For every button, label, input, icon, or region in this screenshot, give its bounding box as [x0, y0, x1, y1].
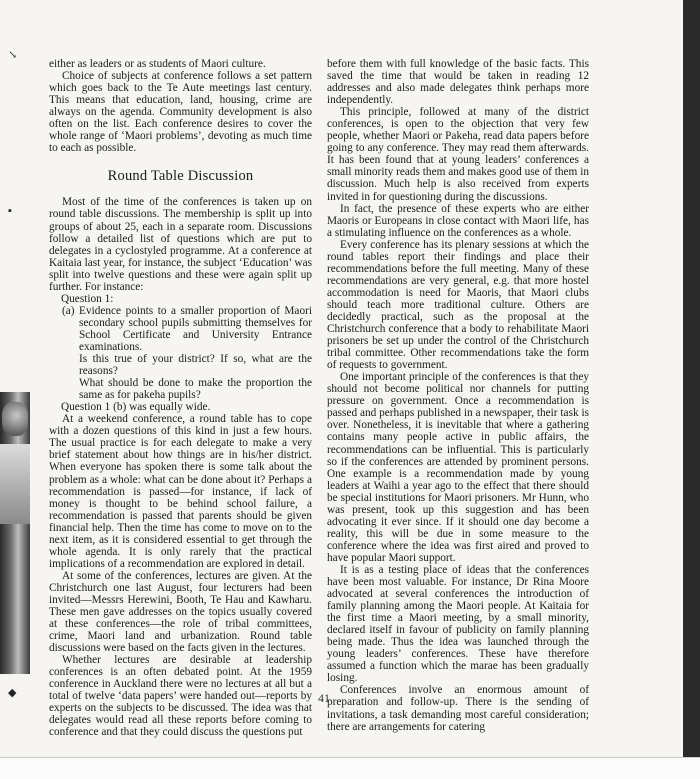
right-text-column: [327, 58, 589, 733]
paragraph: Conferences involve an enormous amount of preparation and follow-up. There is the sending of invitations, a task demanding most careful consideration; there are arrangements for catering: [327, 684, 589, 733]
question-item: (a) Evidence points to a smaller proportion of Maori secondary school pupils submitting themselves for School Certificate and University Entrance examinations.: [62, 304, 312, 353]
margin-mark: ◆: [8, 687, 17, 699]
margin-mark: ↘: [8, 49, 18, 61]
section-heading: Round Table Discussion: [107, 168, 254, 185]
paragraph: before them with full knowledge of the basic facts. This saved the time that would be taken in reading 12 addresses and also made delegates think perhaps more independently.: [327, 58, 589, 107]
question-item: Is this true of your district? If so, what are the reasons?: [79, 353, 312, 378]
question-label: Question 1:: [61, 292, 114, 305]
question-item: What should be done to make the proportion the same as for pakeha pupils?: [79, 377, 312, 402]
margin-mark: ▪: [8, 205, 12, 217]
left-text-column: [49, 58, 312, 739]
paragraph: It is as a testing place of ideas that the conferences have been most valuable. For instance, Dr Rina Moore advocated at several conferences the introduction of family planning among the Maori people. At Kaitaia for the first time a Maori meeting, by a small minority, declared itself in favour of publicity on family planning being made. Thus the idea was launched through the young leaders’ conferences. These have therefore assumed a function which the marae has been gradually losing.: [327, 563, 589, 685]
paragraph: One important principle of the conferences is that they should not become political nor channels for putting pressure on government. Once a recommendation is passed and perhaps published in a newspaper, their task is over. Nonetheless, it is inevitable that where a gathering contains many people active in public affairs, the recommendations can be influential. This is particularly so if the conferences are attended by prominent persons. One example is a recommendation made by young leaders at Waihi a year ago to the effect that there should be special institutions for Maori prisoners. Mr Hunn, who was present, took up this suggestion and has been advocating it ever since. If it should one day become a reality, this will be due in some measure to the conference where the idea was first aired and proved to have popular Maori support.: [327, 371, 589, 564]
question-label: Question 1 (b) was equally wide.: [61, 401, 211, 414]
paragraph: Most of the time of the conferences is taken up on round table discussions. The membership is split up into groups of about 25, each in a separate room. Discussions follow a detailed list of questions which are put to delegates in a cyclostyled programme. At a conference at Kaitaia last year, for instance, the subject ‘Education’ was split into twelve questions and these were again split up further. For instance:: [49, 196, 312, 293]
paragraph: At some of the conferences, lectures are given. At the Christchurch one last August, four lecturers had been invited—Messrs Herewini, Booth, Te Hau and Kawharu. These men gave addresses on the topics usually covered at these conferences—the role of tribal committees, crime, Maori land and urbanization. Round table discussions were based on the facts given in the lectures.: [49, 569, 312, 655]
paragraph: Whether lectures are desirable at leadership conferences is an often debated point. At the 1959 conference in Auckland there were no lectures at all but a total of twelve ‘data papers’ were handed out—reports by experts on the subjects to be discussed. The idea was that delegates would read all these reports before coming to conference and that they could discuss the questions put: [49, 654, 312, 739]
book-spine: [683, 0, 700, 757]
photo-collar: [0, 444, 30, 524]
paragraph: This principle, followed at many of the district conferences, is open to the objection that very few people, whether Maori or Pakeha, read data papers before going to any conference. They may read them afterwards. It has been found that at young leaders’ conferences a small minority reads them and makes good use of them in discussion. Much help is also received from experts invited in for questioning during the discussions.: [327, 106, 589, 203]
cropped-photograph: [0, 392, 30, 674]
paragraph: At a weekend conference, a round table has to cope with a dozen questions of this kind in just a few hours. The usual practice is for each delegate to make a very brief statement about how things are in his/her district. When everyone has spoken there is some talk about the problem as a whole: what can be done about it? Perhaps a recommendation is passed—for instance, if lack of money is thought to be behind school failure, a recommendation is passed that parents should be given financial help. Then the time has come to move on to the next item, as it is considered essential to get through the whole agenda. It is only rarely that the practical implications of a recommendation are explored in detail.: [49, 413, 312, 570]
paragraph: either as leaders or as students of Maori culture.: [49, 58, 266, 70]
page-number: 41: [318, 691, 330, 705]
paragraph: Choice of subjects at conference follows a set pattern which goes back to the Te Aute meetings last century. This means that education, land, housing, crime are always on the agenda. Community development is also often on the list. Each conference desires to cover the whole range of ‘Maori problems’, devoting as much time to each as possible.: [49, 70, 312, 155]
paragraph: In fact, the presence of these experts who are either Maoris or Europeans in close contact with Maori life, has a stimulating influence on the conferences as a whole.: [327, 202, 589, 239]
paragraph: Every conference has its plenary sessions at which the round tables report their findings and place their recommendations before the full meeting. Many of these recommendations are very general, e.g. that more hostel accommodation is need for Maoris, that Maori clubs should teach more traditional culture. Others are decidedly practical, such as the proposal at the Christchurch conference that a body to rehabilitate Maori prisoners be set up under the control of the Christchurch tribal committee. Other recommendations take the form of requests to government.: [327, 238, 589, 372]
photo-face: [2, 402, 28, 436]
scan-bottom-strip: [0, 757, 700, 779]
